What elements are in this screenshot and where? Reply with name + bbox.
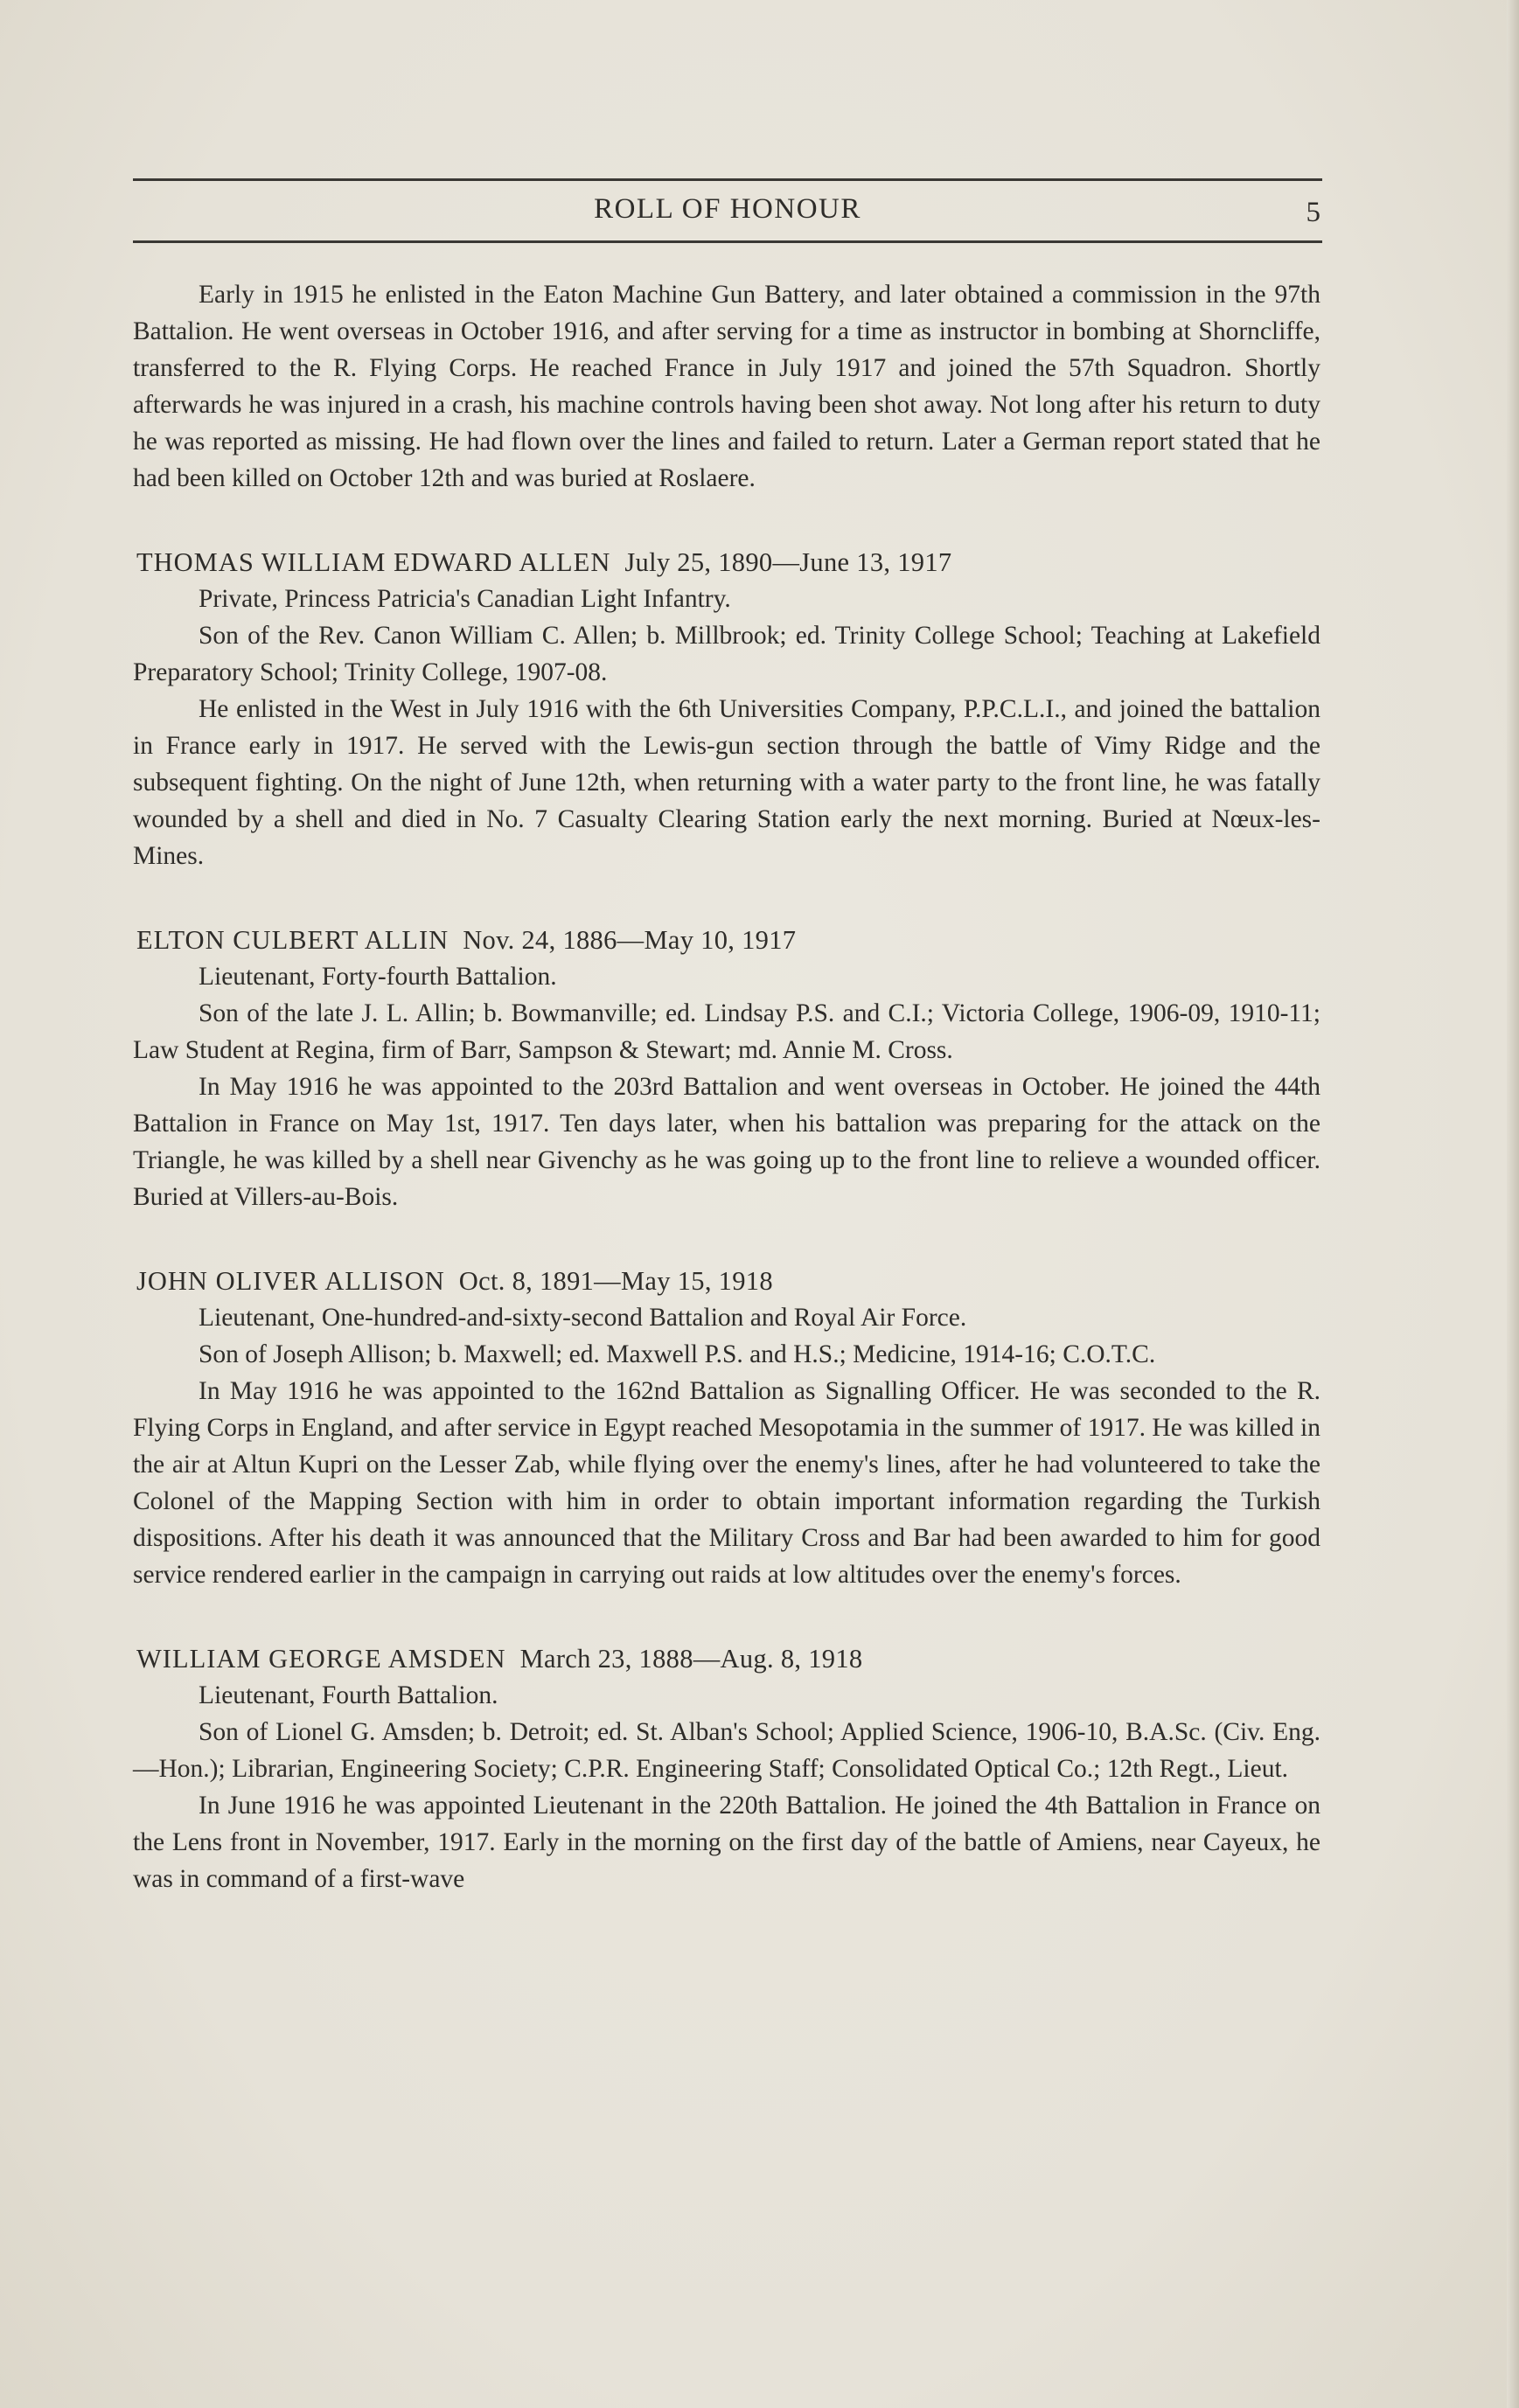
header-row <box>133 181 1322 240</box>
entry-service-record: In May 1916 he was appointed to the 203rd Battalion and went overseas in October. He joined the 44th Battalion in France on May 1st, 1917. Ten days later, when his battalion was preparing for the attack on the Triangle, he was killed by a shell near Givenchy as he was going up to the front line to relieve a wounded officer. Buried at Villers-au-Bois. <box>133 1073 1320 1211</box>
running-title: ROLL OF HONOUR <box>594 193 861 225</box>
entry-heading <box>133 922 1320 958</box>
entry-name: ELTON CULBERT ALLIN <box>136 925 449 955</box>
entry-dates: March 23, 1888—Aug. 8, 1918 <box>519 1644 863 1674</box>
entry-service-record: He enlisted in the West in July 1916 with the 6th Universities Company, P.P.C.L.I., and joined the battalion in France early in 1917. He served with the Lewis-gun section through the battle of Vimy Ridge and the subsequent fighting. On the night of June 12th, when returning with a water party to the front line, he was fatally wounded by a shell and died in No. 7 Casualty Clearing Station early the next morning. Buried at Nœux-les-Mines. <box>133 695 1320 870</box>
entry-dates: Oct. 8, 1891—May 15, 1918 <box>458 1266 773 1296</box>
entry-allison-john <box>133 1263 1320 1593</box>
header-bottom-rule <box>133 240 1322 243</box>
entry-name: JOHN OLIVER ALLISON <box>136 1266 445 1296</box>
entry-dates: July 25, 1890—June 13, 1917 <box>624 547 952 577</box>
page-body <box>133 276 1320 1897</box>
entry-rank: Lieutenant, One-hundred-and-sixty-second Battalion and Royal Air Force. <box>199 1304 967 1332</box>
entry-heading <box>133 544 1320 581</box>
entry-biography: Son of the late J. L. Allin; b. Bowmanville; ed. Lindsay P.S. and C.I.; Victoria College, 1906-09, 1910-11; Law Student at Regina, firm of Barr, Sampson & Stewart; md. Annie M. Cross. <box>133 999 1320 1064</box>
entry-rank: Lieutenant, Forty-fourth Battalion. <box>199 963 557 991</box>
entry-biography: Son of Joseph Allison; b. Maxwell; ed. Maxwell P.S. and H.S.; Medicine, 1914-16; C.O.T.C. <box>199 1340 1156 1368</box>
entry-rank: Private, Princess Patricia's Canadian Light Infantry. <box>199 585 731 613</box>
entry-rank: Lieutenant, Fourth Battalion. <box>199 1681 498 1709</box>
entry-allen-thomas <box>133 544 1320 874</box>
entry-service-record: In May 1916 he was appointed to the 162nd Battalion as Signalling Officer. He was seconded to the R. Flying Corps in England, and after service in Egypt reached Mesopotamia in the summer of 1917. He was killed in the air at Altun Kupri on the Lesser Zab, while flying over the enemy's lines, after he had volunteered to take the Colonel of the Mapping Section with him in order to obtain important information regarding the Turkish dispositions. After his death it was announced that the Military Cross and Bar had been awarded to him for good service rendered earlier in the campaign in carrying out raids at low altitudes over the enemy's forces. <box>133 1377 1320 1589</box>
entry-biography: Son of the Rev. Canon William C. Allen; b. Millbrook; ed. Trinity College School; Teaching at Lakefield Preparatory School; Trinity College, 1907-08. <box>133 622 1320 686</box>
running-header <box>133 178 1322 243</box>
page-edge-shadow <box>1507 0 1519 2408</box>
entry-name: WILLIAM GEORGE AMSDEN <box>136 1644 506 1674</box>
page-number: 5 <box>1306 197 1320 228</box>
entry-allin-elton <box>133 922 1320 1215</box>
entry-name: THOMAS WILLIAM EDWARD ALLEN <box>136 547 611 577</box>
entry-heading <box>133 1640 1320 1677</box>
intro-paragraph: Early in 1915 he enlisted in the Eaton Machine Gun Battery, and later obtained a commission in the 97th Battalion. He went overseas in October 1916, and after serving for a time as instructor in bombing at Shorncliffe, transferred to the R. Flying Corps. He reached France in July 1917 and joined the 57th Squadron. Shortly afterwards he was injured in a crash, his machine controls having been shot away. Not long after his return to duty he was reported as missing. He had flown over the lines and failed to return. Later a German report stated that he had been killed on October 12th and was buried at Roslaere. <box>133 281 1320 492</box>
entry-service-record: In June 1916 he was appointed Lieutenant in the 220th Battalion. He joined the 4th Battalion in France on the Lens front in November, 1917. Early in the morning on the first day of the battle of Amiens, near Cayeux, he was in command of a first-wave <box>133 1792 1320 1893</box>
entry-dates: Nov. 24, 1886—May 10, 1917 <box>463 925 797 955</box>
entry-biography: Son of Lionel G. Amsden; b. Detroit; ed. St. Alban's School; Applied Science, 1906-10, B.A.Sc. (Civ. Eng.—Hon.); Librarian, Engineering Society; C.P.R. Engineering Staff; Consolidated Optical Co.; 12th Regt., Lieut. <box>133 1718 1320 1783</box>
entry-amsden-william <box>133 1640 1320 1897</box>
entry-heading <box>133 1263 1320 1299</box>
